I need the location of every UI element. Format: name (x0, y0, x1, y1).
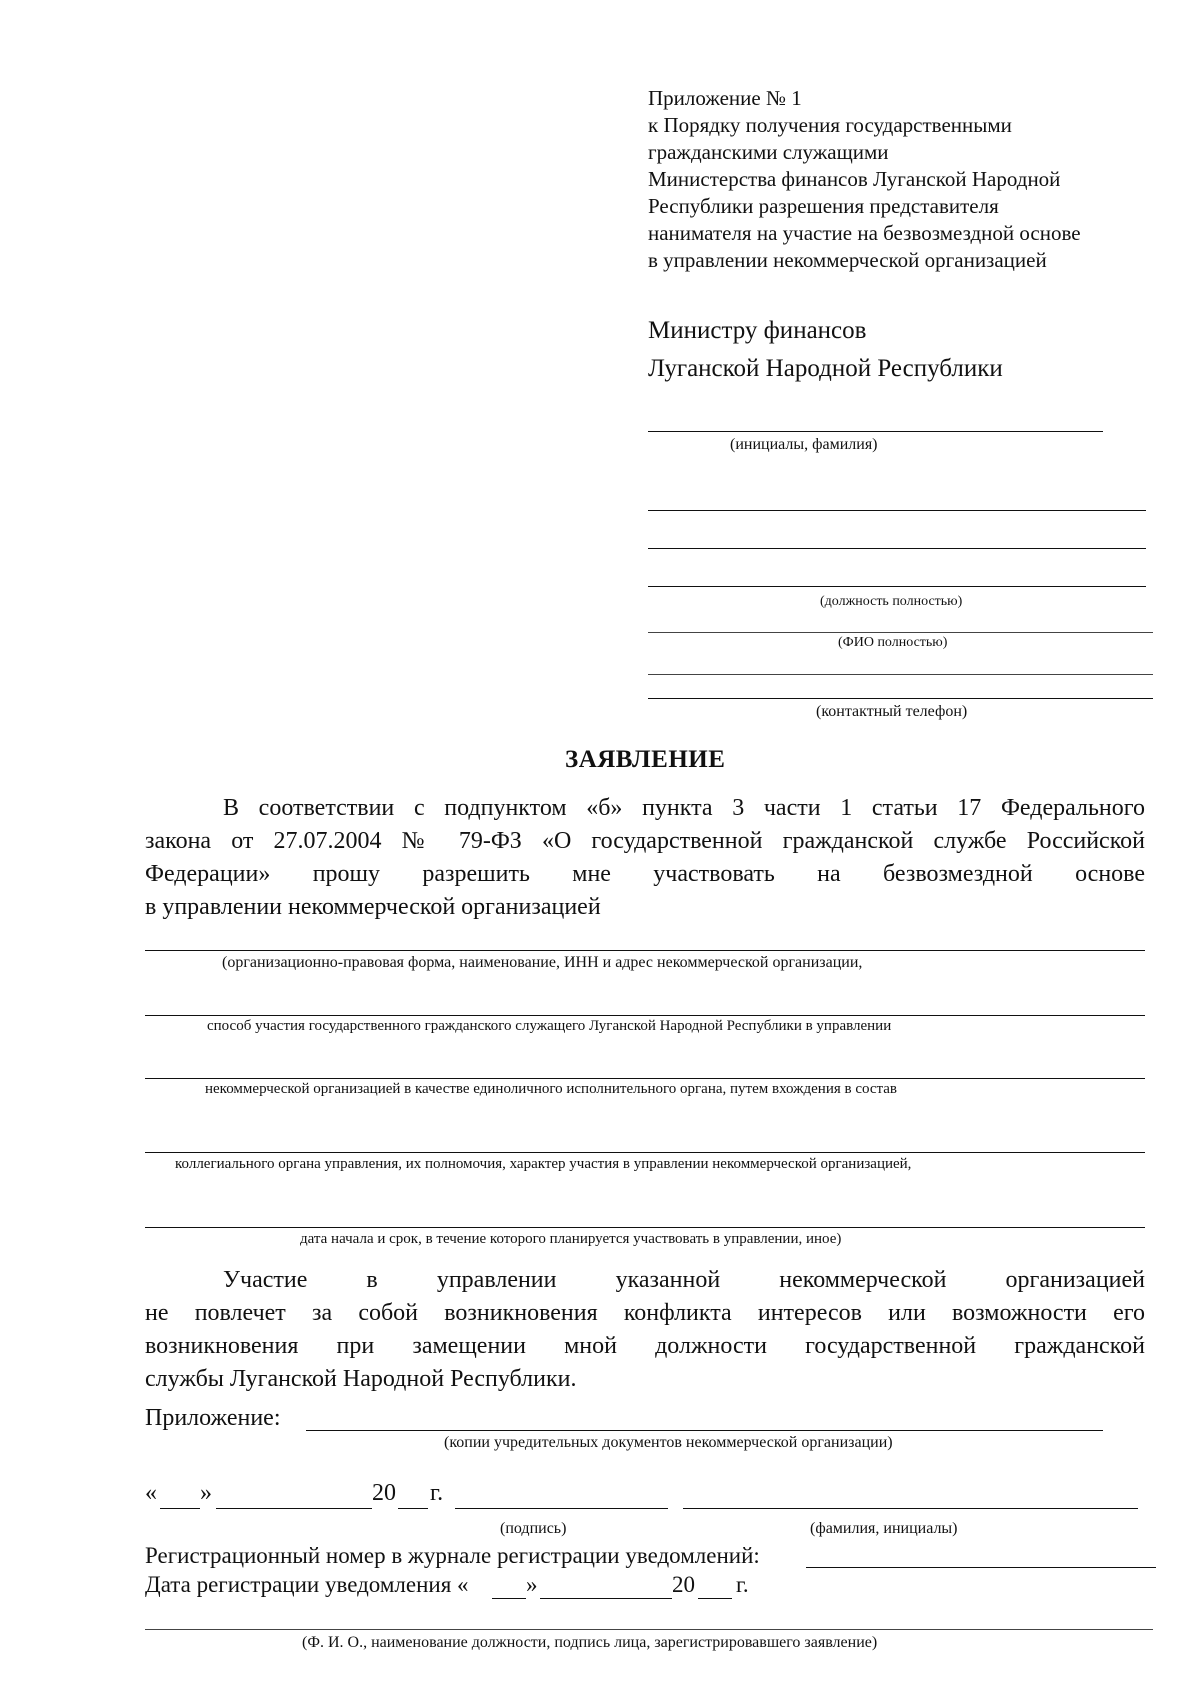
org-line[interactable] (145, 1227, 1145, 1228)
phone-caption: (контактный телефон) (816, 703, 968, 720)
date-month-line[interactable] (216, 1508, 372, 1509)
registration-number-line[interactable] (806, 1567, 1156, 1568)
phone-line[interactable] (648, 698, 1153, 699)
paragraph-line: В соответствии с подпунктом «б» пункта 3 части 1 статьи 17 Федерального (223, 795, 1145, 821)
initials-line[interactable] (648, 431, 1103, 432)
signature-caption: (подпись) (500, 1520, 567, 1537)
paragraph-line: не повлечет за собой возникновения конфликта интересов или возможности его (145, 1300, 1145, 1326)
org-caption: способ участия государственного гражданского служащего Луганской Народной Республики в управлении (207, 1018, 892, 1034)
org-caption: (организационно-правовая форма, наименование, ИНН и адрес некоммерческой организации, (222, 954, 863, 971)
appendix-title: Приложение № 1 (648, 86, 802, 110)
registrar-caption: (Ф. И. О., наименование должности, подпись лица, зарегистрировавшего заявление) (302, 1634, 878, 1651)
attachment-label: Приложение: (145, 1405, 281, 1431)
attachment-caption: (копии учредительных документов некоммерческой организации) (444, 1434, 893, 1451)
org-line[interactable] (145, 950, 1145, 951)
appendix-line: Министерства финансов Луганской Народной (648, 167, 1061, 191)
paragraph-line: возникновения при замещении мной должности государственной гражданской (145, 1333, 1145, 1359)
paragraph-line: закона от 27.07.2004 № 79-ФЗ «О государственной гражданской службе Российской (145, 828, 1145, 854)
paragraph-line: в управлении некоммерческой организацией (145, 894, 601, 920)
appendix-line: гражданскими служащими (648, 140, 889, 164)
date-year-prefix: 20 (372, 1480, 396, 1506)
signature-line[interactable] (455, 1508, 668, 1509)
attachment-line[interactable] (306, 1430, 1103, 1431)
appendix-line: Республики разрешения представителя (648, 194, 999, 218)
date-day-line[interactable] (160, 1508, 200, 1509)
date-year-line[interactable] (398, 1508, 428, 1509)
org-line[interactable] (145, 1078, 1145, 1079)
date-year-suffix: г. (430, 1480, 444, 1506)
org-caption: коллегиального органа управления, их полномочия, характер участия в управлении некоммерческой организацией, (175, 1156, 912, 1172)
date-close-quote: » (200, 1480, 212, 1506)
document-title: ЗАЯВЛЕНИЕ (565, 746, 726, 773)
registration-year-line[interactable] (698, 1598, 732, 1599)
addressee (648, 312, 1003, 388)
registration-year-prefix: 20 (672, 1572, 695, 1597)
appendix-line: в управлении некоммерческой организацией (648, 248, 1047, 272)
paragraph-2 (145, 1264, 1145, 1396)
org-line[interactable] (145, 1152, 1145, 1153)
paragraph-line: Федерации» прошу разрешить мне участвовать на безвозмездной основе (145, 861, 1145, 887)
paragraph-1 (145, 792, 1145, 924)
fio-line[interactable] (648, 632, 1153, 633)
name-caption: (фамилия, инициалы) (810, 1520, 958, 1537)
addressee-line1: Министру финансов (648, 317, 867, 344)
appendix-block (648, 85, 1081, 274)
registration-date-label: Дата регистрации уведомления « (145, 1572, 469, 1597)
org-caption: некоммерческой организацией в качестве единоличного исполнительного органа, путем вхождения в состав (205, 1081, 897, 1097)
org-line[interactable] (145, 1015, 1145, 1016)
registration-year-suffix: г. (736, 1572, 749, 1597)
name-line[interactable] (683, 1508, 1138, 1509)
registrar-line[interactable] (145, 1629, 1153, 1630)
org-caption: дата начала и срок, в течение которого планируется участвовать в управлении, иное) (300, 1231, 842, 1247)
registration-close-quote: » (526, 1572, 538, 1597)
fio-caption: (ФИО полностью) (838, 635, 948, 650)
sender-line[interactable] (648, 510, 1146, 511)
sender-line[interactable] (648, 548, 1146, 549)
registration-month-line[interactable] (540, 1598, 672, 1599)
appendix-line: нанимателя на участие на безвозмездной основе (648, 221, 1081, 245)
addressee-line2: Луганской Народной Республики (648, 355, 1003, 382)
paragraph-line: службы Луганской Народной Республики. (145, 1366, 577, 1392)
paragraph-line: Участие в управлении указанной некоммерческой организацией (223, 1267, 1145, 1293)
fio-extra-line[interactable] (648, 674, 1153, 675)
registration-day-line[interactable] (492, 1598, 526, 1599)
date-open-quote: « (145, 1480, 157, 1506)
initials-caption: (инициалы, фамилия) (730, 436, 878, 453)
position-caption: (должность полностью) (820, 594, 963, 609)
sender-line[interactable] (648, 586, 1146, 587)
registration-number-label: Регистрационный номер в журнале регистрации уведомлений: (145, 1543, 760, 1568)
appendix-line: к Порядку получения государственными (648, 113, 1012, 137)
